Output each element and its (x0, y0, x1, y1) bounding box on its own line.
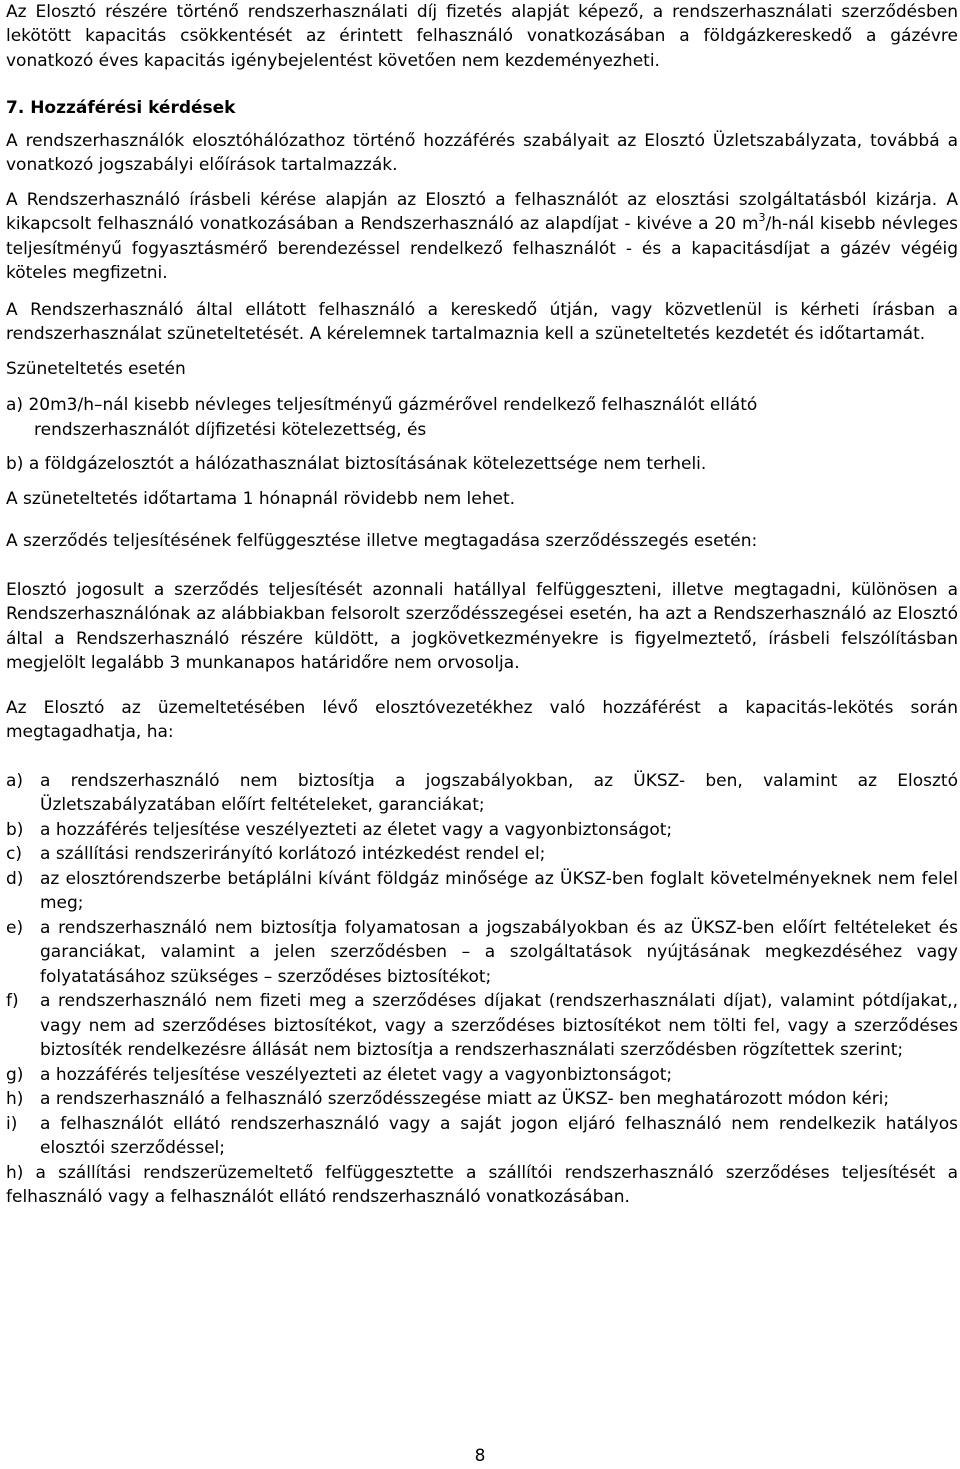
section-heading: 7. Hozzáférési kérdések (6, 98, 236, 118)
list-text: a szállítási rendszerirányító korlátozó intézkedést rendel el; (40, 844, 546, 864)
list-text: a rendszerhasználó nem biztosítja folyamatosan a jogszabályokban és az ÜKSZ-ben előírt feltételeket és garanciákat, valamint a jelen szerződésben – a szolgáltatások nyújtásának megkezdéséhez vagy folyatatásához szükséges – szerződéses biztosítékot; (40, 917, 958, 987)
list-text: a rendszerhasználó nem biztosítja a jogszabályokban, az ÜKSZ- ben, valamint az Elosztó Üzletszabályzatában előírt feltételeket, garanciákat; (40, 770, 958, 815)
list-marker: h) (6, 1089, 24, 1109)
list-item (6, 867, 958, 916)
suspension-item-a: a) 20m3/h–nál kisebb névleges teljesítményű gázmérővel rendelkező felhasználót ellátó (6, 395, 758, 415)
paragraph-breach-rights: Elosztó jogosult a szerződés teljesítését azonnali hatállyal felfüggeszteni, illetve megtagadni, különösen a Rendszerhasználónak az alábbiakban felsorolt szerződésszegései esetén, ha azt a Rendszerhasználó az Elosztó által a Rendszerhasználó részére küldött, a jogkövetkezményekre is figyelmeztető, írásbeli felszólításban megjelölt legalább 3 munkanapos határidőre nem orvosolja. (6, 579, 958, 673)
list-marker: b) (6, 819, 24, 840)
list-item (6, 818, 958, 843)
list-item (6, 916, 958, 990)
superscript-3: 3 (758, 211, 766, 224)
list-marker: d) (6, 868, 24, 889)
list-text: a rendszerhasználó nem fizeti meg a szerződéses díjakat (rendszerhasználati díjat), valamint pótdíjakat,, vagy nem ad szerződéses biztosítékot, vagy a szerződéses biztosítékot nem tölti fel, vagy a szerződéses biztosíték rendelkezésre állását nem biztosítja a rendszerhasználati szerződésben rögzítettek szerint; (40, 991, 958, 1060)
intro-paragraph: Az Elosztó részére történő rendszerhasználati díj fizetés alapját képező, a rendszerhasználati szerződésben lekötött kapacitás csökkentését az érintett felhasználó vonatkozásában a földgázkereskedő a gázévre vonatkozó éves kapacitás igénybejelentést követően nem kezdeményezheti. (6, 1, 958, 71)
refusal-list (6, 769, 958, 1161)
paragraph-exclusion-part1: A Rendszerhasználó írásbeli kérése alapján az Elosztó a felhasználót az elosztási szolgáltatásból kizárja. A kikapcsolt felhasználó vonatkozásában a Rendszerhasználó az alapdíjat - kivéve a 20 m (6, 189, 958, 234)
list-marker: f) (6, 991, 19, 1011)
list-marker: e) (6, 917, 24, 938)
list-text: a hozzáférés teljesítése veszélyezteti az életet vagy a vagyonbiztonságot; (40, 819, 673, 840)
suspension-item-a-cont: rendszerhasználót díjfizetési kötelezettség, és (34, 419, 427, 440)
suspension-item-b: b) a földgázelosztót a hálózathasználat biztosításának kötelezettsége nem terheli. (6, 454, 707, 474)
paragraph-exclusion (6, 188, 958, 286)
paragraph-breach-heading: A szerződés teljesítésének felfüggesztése illetve megtagadása szerződésszegés esetén: (6, 531, 758, 551)
list-marker: a) (6, 770, 24, 791)
paragraph-access-refusal: Az Elosztó az üzemeltetésében lévő elosztóvezetékhez való hozzáférést a kapacitás-lekötés során megtagadhatja, ha: (6, 697, 958, 742)
list-marker: i) (6, 1113, 18, 1134)
list-text: az elosztórendszerbe betáplálni kívánt földgáz minősége az ÜKSZ-ben foglalt követelményeknek nem felel meg; (40, 868, 958, 913)
list-text: a felhasználót ellátó rendszerhasználó vagy a saját jogon eljáró felhasználó nem rendelkezik hatályos elosztói szerződéssel; (40, 1113, 958, 1158)
paragraph-suspension-case: Szüneteltetés esetén (6, 358, 186, 379)
list-item (6, 1063, 958, 1088)
paragraph-suspension-request: A Rendszerhasználó által ellátott felhasználó a kereskedő útján, vagy közvetlenül is kérheti írásban a rendszerhasználat szüneteltetését. A kérelemnek tartalmaznia kell a szüneteltetés kezdetét és időtartamát. (6, 299, 958, 344)
list-item (6, 1112, 958, 1161)
page-number: 8 (474, 1446, 486, 1466)
list-item (6, 842, 958, 867)
paragraph-suspension-duration: A szüneteltetés időtartama 1 hónapnál rövidebb nem lehet. (6, 488, 516, 509)
list-marker: c) (6, 844, 22, 864)
list-marker: g) (6, 1064, 24, 1085)
list-text: a rendszerhasználó a felhasználó szerződésszegése miatt az ÜKSZ- ben meghatározott módon kéri; (40, 1089, 890, 1109)
paragraph-access-rules: A rendszerhasználók elosztóhálózathoz történő hozzáférés szabályait az Elosztó Üzletszabályzata, továbbá a vonatkozó jogszabályi előírások tartalmazzák. (6, 130, 958, 175)
paragraph-exclusion-part2: /h-nál kisebb névleges teljesítményű fogyasztásmérő berendezéssel rendelkező felhasználót - és a kapacitásdíjat a gázév végéig köteles megfizetni. (6, 214, 958, 283)
list-item (6, 769, 958, 818)
list-text: a hozzáférés teljesítése veszélyezteti az életet vagy a vagyonbiztonságot; (40, 1064, 673, 1085)
list-item (6, 1087, 958, 1112)
list-item (6, 989, 958, 1063)
closing-paragraph: h) a szállítási rendszerüzemeltető felfüggesztette a szállítói rendszerhasználó szerződéses teljesítését a felhasználó vagy a felhasználót ellátó rendszerhasználó vonatkozásában. (6, 1162, 958, 1207)
document-page (6, 0, 958, 1210)
